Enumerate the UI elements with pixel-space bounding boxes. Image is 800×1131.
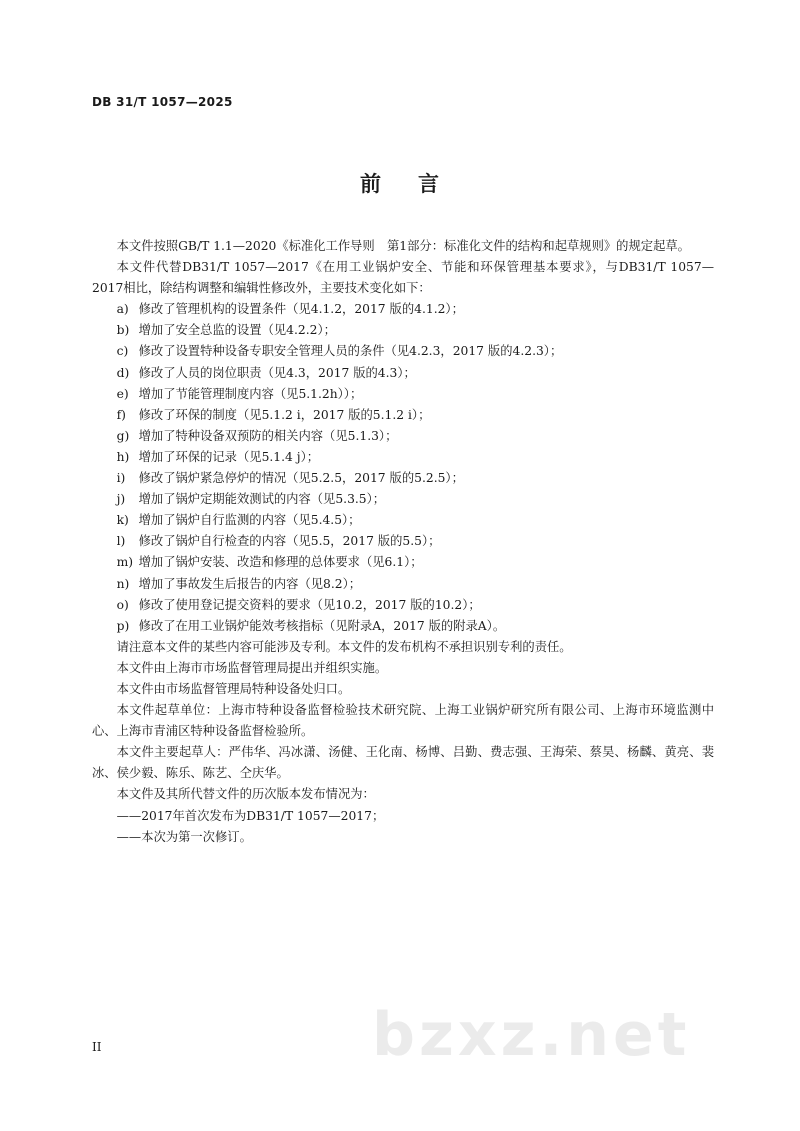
list-text: 修改了设置特种设备专职安全管理人员的条件（见4.2.3，2017 版的4.2.3）； <box>138 344 563 359</box>
list-text: 修改了锅炉自行检查的内容（见5.5，2017 版的5.5）； <box>138 534 441 549</box>
changes-list <box>92 299 714 637</box>
list-item <box>92 616 714 637</box>
list-text: 增加了锅炉定期能效测试的内容（见5.3.5）； <box>138 492 386 507</box>
paragraph-history-intro: 本文件及其所代替文件的历次版本发布情况为： <box>116 787 375 802</box>
list-marker: j) <box>116 492 126 507</box>
list-item <box>92 426 714 447</box>
standard-code: DB 31/T 1057—2025 <box>92 95 233 109</box>
list-marker: k) <box>116 513 129 528</box>
foreword-body <box>92 236 714 848</box>
list-marker: f) <box>116 407 126 422</box>
list-text: 增加了特种设备双预防的相关内容（见5.1.3）； <box>138 428 398 443</box>
history-item: ——2017年首次发布为DB31/T 1057—2017； <box>116 808 385 823</box>
list-text: 修改了在用工业锅炉能效考核指标（见附录A，2017 版的附录A）。 <box>138 618 506 633</box>
paragraph-replacement: 本文件代替DB31/T 1057—2017《在用工业锅炉安全、节能和环保管理基本要求》，与DB31/T 1057—2017相比，除结构调整和编辑性修改外，主要技术变化如下： <box>92 260 714 296</box>
list-item <box>92 468 714 489</box>
list-item <box>92 384 714 405</box>
history-item: ——本次为第一次修订。 <box>116 829 252 844</box>
list-text: 增加了节能管理制度内容（见5.1.2h））； <box>138 386 363 401</box>
paragraph-administrator: 本文件由市场监督管理局特种设备处归口。 <box>116 681 351 696</box>
list-text: 增加了环保的记录（见5.1.4 j）； <box>138 449 320 464</box>
list-text: 修改了使用登记提交资料的要求（见10.2，2017 版的10.2）； <box>138 597 481 612</box>
list-text: 增加了锅炉自行监测的内容（见5.4.5）； <box>138 513 361 528</box>
list-marker: h) <box>116 449 130 464</box>
list-text: 修改了环保的制度（见5.1.2 i，2017 版的5.1.2 i）； <box>138 407 431 422</box>
list-marker: a) <box>116 302 129 317</box>
list-text: 增加了安全总监的设置（见4.2.2）； <box>138 323 336 338</box>
list-item <box>92 531 714 552</box>
list-marker: e) <box>116 386 129 401</box>
list-marker: o) <box>116 597 129 612</box>
list-marker: c) <box>116 344 129 359</box>
paragraph-patent-notice: 请注意本文件的某些内容可能涉及专利。本文件的发布机构不承担识别专利的责任。 <box>116 639 572 654</box>
page-title <box>0 168 800 198</box>
paragraph-drafters: 本文件主要起草人：严伟华、冯冰潇、汤健、王化南、杨博、吕勤、费志强、王海荣、蔡昊、杨麟、黄亮、裴冰、侯少毅、陈乐、陈艺、仝庆华。 <box>92 745 714 781</box>
list-item <box>92 405 714 426</box>
list-marker: n) <box>116 576 130 591</box>
list-marker: d) <box>116 365 130 380</box>
list-item <box>92 574 714 595</box>
list-text: 修改了管理机构的设置条件（见4.1.2，2017 版的4.1.2）； <box>138 302 464 317</box>
list-text: 增加了锅炉安装、改造和修理的总体要求（见6.1）； <box>138 555 423 570</box>
page-title-char-1: 前 <box>360 172 382 196</box>
watermark: bzxz.net <box>372 1000 691 1070</box>
paragraph-drafting-units: 本文件起草单位：上海市特种设备监督检验技术研究院、上海工业锅炉研究所有限公司、上海市环境监测中心、上海市青浦区特种设备监督检验所。 <box>92 703 714 739</box>
list-item <box>92 341 714 362</box>
list-marker: b) <box>116 323 130 338</box>
list-marker: m) <box>116 555 134 570</box>
list-item <box>92 552 714 573</box>
list-item <box>92 320 714 341</box>
list-marker: p) <box>116 618 130 633</box>
list-text: 增加了事故发生后报告的内容（见8.2）； <box>138 576 362 591</box>
paragraph-drafting-basis: 本文件按照GB/T 1.1—2020《标准化工作导则 第1部分：标准化文件的结构和起草规则》的规定起草。 <box>116 239 690 253</box>
page-number: II <box>92 1040 102 1054</box>
list-text: 修改了人员的岗位职责（见4.3，2017 版的4.3）； <box>138 365 416 380</box>
list-item <box>92 595 714 616</box>
list-text: 修改了锅炉紧急停炉的情况（见5.2.5，2017 版的5.2.5）； <box>138 471 464 486</box>
list-item <box>92 299 714 320</box>
list-item <box>92 447 714 468</box>
list-marker: g) <box>116 428 130 443</box>
paragraph-proposer: 本文件由上海市市场监督管理局提出并组织实施。 <box>116 660 388 675</box>
list-marker: l) <box>116 534 126 549</box>
list-item <box>92 510 714 531</box>
list-item <box>92 489 714 510</box>
list-marker: i) <box>116 471 126 486</box>
list-item <box>92 363 714 384</box>
page-title-char-2: 言 <box>418 172 440 196</box>
